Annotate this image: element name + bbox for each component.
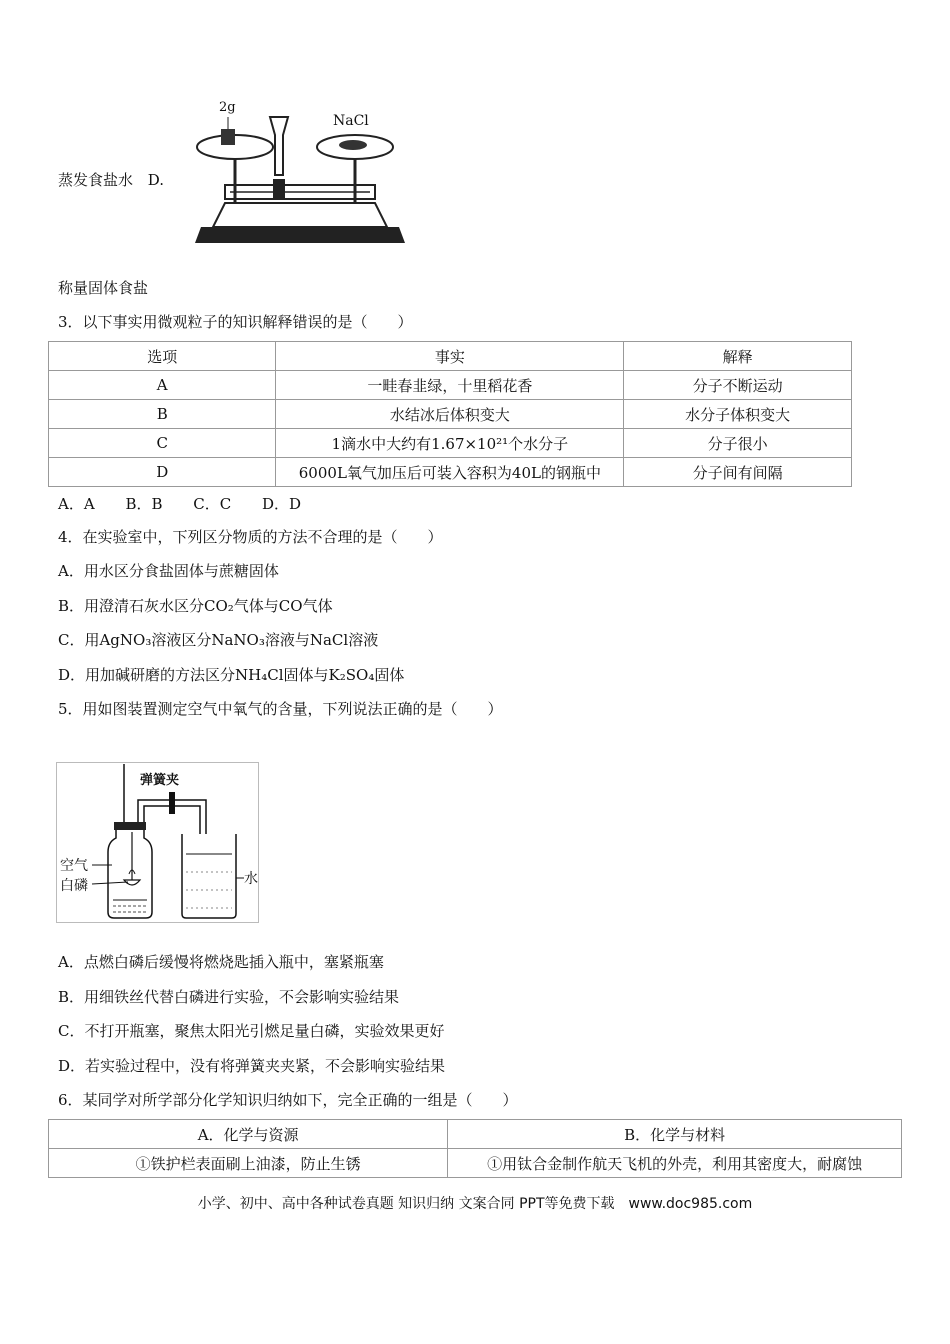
row-fact: 一畦春韭绿，十里稻花香: [276, 371, 624, 400]
row-explanation: 分子很小: [624, 429, 852, 458]
choice-a: A．A: [58, 495, 95, 513]
clamp-label: 弹簧夹: [140, 773, 180, 788]
row-option: B: [49, 400, 276, 429]
table-row: [49, 371, 852, 400]
choice-b: B．B: [125, 495, 163, 513]
table-row: [49, 1149, 902, 1178]
header-resources: A．化学与资源: [49, 1120, 448, 1149]
row-fact: 水结冰后体积变大: [276, 400, 624, 429]
cell-resources-1: ①铁护栏表面刷上油漆，防止生锈: [49, 1149, 448, 1178]
q4-option-d: D．用加碱研磨的方法区分NH₄Cl固体与K₂SO₄固体: [58, 666, 405, 684]
q2-option-d-caption: 称量固体食盐: [58, 279, 149, 297]
choice-c: C．C: [193, 495, 232, 513]
q5-option-c: C．不打开瓶塞，聚焦太阳光引燃足量白磷，实验效果更好: [58, 1022, 445, 1040]
table-header-row: [49, 1120, 902, 1149]
q4-stem: 4．在实验室中，下列区分物质的方法不合理的是（ ）: [58, 528, 443, 546]
q6-table: [48, 1119, 902, 1178]
table-row: [49, 458, 852, 487]
q4-option-b: B．用澄清石灰水区分CO₂气体与CO气体: [58, 597, 333, 615]
q6-stem: 6．某同学对所学部分化学知识归纳如下，完全正确的一组是（ ）: [58, 1091, 518, 1109]
q4-option-c: C．用AgNO₃溶液区分NaNO₃溶液与NaCl溶液: [58, 631, 379, 649]
q5-stem: 5．用如图装置测定空气中氧气的含量，下列说法正确的是（ ）: [58, 700, 503, 718]
weight-label: 2g: [219, 100, 236, 115]
q2-option-c-tail: [58, 170, 164, 190]
phosphorus-label: 白磷: [60, 878, 88, 894]
header-fact: 事实: [276, 342, 624, 371]
q3-table: [48, 341, 852, 487]
choice-d: D．D: [262, 495, 302, 513]
table-row: [49, 400, 852, 429]
q3-choices: [58, 494, 327, 514]
air-label: 空气: [60, 858, 88, 874]
row-option: A: [49, 371, 276, 400]
water-label: 水: [244, 871, 258, 887]
q5-option-a: A．点燃白磷后缓慢将燃烧匙插入瓶中，塞紧瓶塞: [58, 953, 384, 971]
table-row: [49, 429, 852, 458]
oxygen-apparatus-figure: [56, 762, 260, 924]
cell-materials-1: ①用钛合金制作航天飞机的外壳，利用其密度大，耐腐蚀: [448, 1149, 902, 1178]
row-option: D: [49, 458, 276, 487]
row-explanation: 分子不断运动: [624, 371, 852, 400]
q5-option-d: D．若实验过程中，没有将弹簧夹夹紧，不会影响实验结果: [58, 1057, 446, 1075]
q2-option-c-text: 蒸发食盐水: [58, 171, 134, 189]
header-materials: B．化学与材料: [448, 1120, 902, 1149]
q3-stem: 3．以下事实用微观粒子的知识解释错误的是（ ）: [58, 313, 413, 331]
nacl-label: NaCl: [333, 113, 369, 129]
row-explanation: 分子间有间隔: [624, 458, 852, 487]
q4-option-a: A．用水区分食盐固体与蔗糖固体: [58, 562, 279, 580]
q2-option-d-letter: D.: [147, 171, 165, 189]
page-footer: 小学、初中、高中各种试卷真题 知识归纳 文案合同 PPT等免费下载 www.doc985.com: [197, 1196, 753, 1212]
q5-option-b: B．用细铁丝代替白磷进行实验，不会影响实验结果: [58, 988, 400, 1006]
row-fact: 1滴水中大约有1.67×10²¹个水分子: [276, 429, 624, 458]
header-explanation: 解释: [624, 342, 852, 371]
table-header-row: [49, 342, 852, 371]
balance-scale-figure: [185, 95, 415, 255]
header-option: 选项: [49, 342, 276, 371]
row-fact: 6000L氧气加压后可装入容积为40L的钢瓶中: [276, 458, 624, 487]
row-option: C: [49, 429, 276, 458]
row-explanation: 水分子体积变大: [624, 400, 852, 429]
